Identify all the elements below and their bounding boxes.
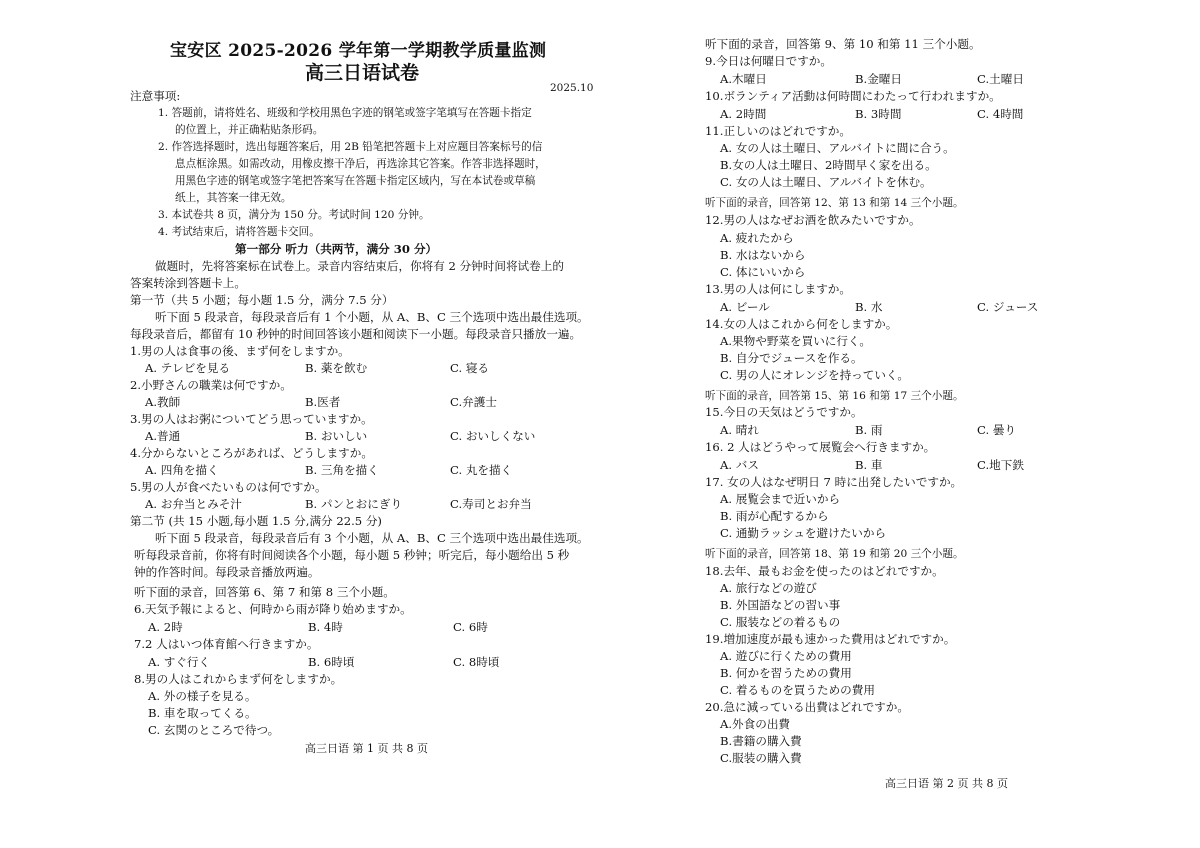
option-b: B. 水 bbox=[855, 300, 883, 314]
section2-intro: 钟的作答时间。每段录音播放两遍。 bbox=[134, 565, 320, 579]
question-14: 14.女の人はこれから何をしますか。 bbox=[705, 317, 898, 331]
question-12: 12.男の人はなぜお酒を飲みたいですか。 bbox=[705, 213, 921, 227]
question-5: 5.男の人が食べたいものは何ですか。 bbox=[130, 480, 327, 494]
section2-heading: 第二节 (共 15 小题,每小题 1.5 分,满分 22.5 分) bbox=[130, 514, 382, 528]
option-b: B. 三角を描く bbox=[305, 463, 379, 477]
option-a: A.教師 bbox=[145, 395, 181, 409]
option-a: A. 疲れたから bbox=[720, 231, 794, 245]
option-a: A. ビール bbox=[720, 300, 770, 314]
question-2: 2.小野さんの職業は何ですか。 bbox=[130, 378, 292, 392]
question-20: 20.急に減っている出費はどれですか。 bbox=[705, 700, 909, 714]
notice-heading: 注意事项: bbox=[130, 89, 181, 103]
question-13: 13.男の人は何にしますか。 bbox=[705, 282, 851, 296]
option-a: A.外食の出費 bbox=[720, 717, 791, 731]
page-footer: 高三日语 第 1 页 共 8 页 bbox=[305, 742, 428, 755]
question-17: 17. 女の人はなぜ明日 7 時に出発したいですか。 bbox=[705, 475, 963, 489]
option-c: C.寿司とお弁当 bbox=[450, 497, 532, 511]
option-a: A. テレビを見る bbox=[145, 361, 231, 375]
option-b: B. 6時頃 bbox=[308, 655, 355, 669]
option-b: B. 4時 bbox=[308, 620, 343, 634]
listening-group-1: 听下面的录音，回答第 6、第 7 和第 8 三个小题。 bbox=[134, 585, 395, 599]
question-8: 8.男の人はこれからまず何をしますか。 bbox=[134, 672, 343, 686]
option-c: C. 男の人にオレンジを持っていく。 bbox=[720, 368, 909, 382]
section1-intro: 每段录音后，都留有 10 秒钟的时间回答该小题和阅读下一小题。每段录音只播放一遍。 bbox=[130, 327, 582, 341]
question-16: 16. 2 人はどうやって展覧会へ行きますか。 bbox=[705, 440, 936, 454]
notice-line: 2. 作答选择题时，选出每题答案后，用 2B 铅笔把答题卡上对应题目答案标号的信 bbox=[158, 141, 543, 153]
option-a: A. 旅行などの遊び bbox=[720, 581, 817, 595]
listening-group-4: 听下面的录音，回答第 15、第 16 和第 17 三个小题。 bbox=[705, 390, 964, 402]
option-a: A. 2時 bbox=[148, 620, 183, 634]
exam-title: 宝安区 2025-2026 学年第一学期教学质量监测 bbox=[170, 41, 547, 61]
option-b: B. 3時間 bbox=[855, 107, 902, 121]
part1-heading: 第一部分 听力（共两节，满分 30 分） bbox=[235, 242, 438, 256]
option-b: B.金曜日 bbox=[855, 72, 902, 86]
listening-group-5: 听下面的录音，回答第 18、第 19 和第 20 三个小题。 bbox=[705, 548, 964, 560]
option-b: B.書籍の購入費 bbox=[720, 734, 802, 748]
question-3: 3.男の人はお粥についてどう思っていますか。 bbox=[130, 412, 373, 426]
question-19: 19.増加速度が最も速かった費用はどれですか。 bbox=[705, 632, 956, 646]
part1-intro: 答案转涂到答题卡上。 bbox=[130, 276, 246, 290]
option-b: B.女の人は土曜日、2時間早く家を出る。 bbox=[720, 158, 937, 172]
option-a: A. 女の人は土曜日、アルバイトに間に合う。 bbox=[720, 141, 955, 155]
option-b: B. おいしい bbox=[305, 429, 368, 443]
listening-group-3: 听下面的录音，回答第 12、第 13 和第 14 三个小题。 bbox=[705, 197, 964, 209]
option-c: C. 着るものを買うための費用 bbox=[720, 683, 875, 697]
option-b: B. 水はないから bbox=[720, 248, 806, 262]
option-a: A. 晴れ bbox=[720, 423, 759, 437]
section2-intro: 听下面 5 段录音，每段录音后有 3 个小题，从 A、B、C 三个选项中选出最佳选项。 bbox=[155, 531, 589, 545]
notice-line: 息点框涂黑。如需改动，用橡皮擦干净后，再选涂其它答案。作答非选择题时， bbox=[175, 158, 546, 170]
question-7: 7.2 人はいつ体育館へ行きますか。 bbox=[134, 637, 319, 651]
option-c: C.弁護士 bbox=[450, 395, 497, 409]
option-c: C. 服装などの着るもの bbox=[720, 615, 841, 629]
option-b: B. パンとおにぎり bbox=[305, 497, 403, 511]
section1-intro: 听下面 5 段录音，每段录音后有 1 个小题，从 A、B、C 三个选项中选出最佳选项。 bbox=[155, 310, 589, 324]
option-a: A. 四角を描く bbox=[145, 463, 219, 477]
notice-line: 4. 考试结束后，请将答题卡交回。 bbox=[158, 226, 320, 238]
question-15: 15.今日の天気はどうですか。 bbox=[705, 405, 863, 419]
option-b: B. 自分でジュースを作る。 bbox=[720, 351, 863, 365]
option-c: C.土曜日 bbox=[977, 72, 1024, 86]
exam-date: 2025.10 bbox=[550, 82, 594, 94]
question-6: 6.天気予報によると、何時から雨が降り始めますか。 bbox=[134, 602, 412, 616]
option-c: C. 女の人は土曜日、アルバイトを休む。 bbox=[720, 175, 932, 189]
option-c: C. 通勤ラッシュを避けたいから bbox=[720, 526, 887, 540]
option-a: A. お弁当とみそ汁 bbox=[145, 497, 242, 511]
notice-line: 1. 答题前，请将姓名、班级和学校用黑色字迹的钢笔或签字笔填写在答题卡指定 bbox=[158, 107, 532, 119]
option-c: C. 4時間 bbox=[977, 107, 1024, 121]
option-c: C. 丸を描く bbox=[450, 463, 513, 477]
option-c: C. 体にいいから bbox=[720, 265, 806, 279]
section1-heading: 第一节（共 5 小题；每小题 1.5 分，满分 7.5 分） bbox=[130, 293, 394, 307]
notice-line: 用黑色字迹的钢笔或签字笔把答案写在答题卡指定区域内，写在本试卷或草稿 bbox=[175, 175, 536, 187]
option-a: A. 遊びに行くための費用 bbox=[720, 649, 852, 663]
option-a: A. 2時間 bbox=[720, 107, 767, 121]
option-c: C. 寝る bbox=[450, 361, 490, 375]
option-c: C. 玄関のところで待つ。 bbox=[148, 723, 280, 737]
notice-line: 3. 本试卷共 8 页，满分为 150 分。考试时间 120 分钟。 bbox=[158, 209, 430, 221]
option-a: A.普通 bbox=[145, 429, 181, 443]
option-c: C.服装の購入費 bbox=[720, 751, 802, 765]
option-b: B. 車を取ってくる。 bbox=[148, 706, 257, 720]
question-4: 4.分からないところがあれば、どうしますか。 bbox=[130, 446, 373, 460]
option-c: C. ジュース bbox=[977, 300, 1039, 314]
option-b: B. 外国語などの習い事 bbox=[720, 598, 841, 612]
option-b: B. 車 bbox=[855, 458, 883, 472]
option-a: A. 外の様子を見る。 bbox=[148, 689, 257, 703]
listening-group-2: 听下面的录音，回答第 9、第 10 和第 11 三个小题。 bbox=[705, 37, 981, 51]
exam-subtitle: 高三日语试卷 bbox=[305, 62, 420, 84]
option-b: B. 薬を飲む bbox=[305, 361, 368, 375]
option-a: A.果物や野菜を買いに行く。 bbox=[720, 334, 871, 348]
option-b: B. 雨 bbox=[855, 423, 883, 437]
option-c: C. 曇り bbox=[977, 423, 1017, 437]
section2-intro: 听每段录音前，你将有时间阅读各个小题，每小题 5 秒钟；听完后，每小题给出 5 秒 bbox=[134, 548, 570, 562]
option-a: A.木曜日 bbox=[720, 72, 767, 86]
option-b: B.医者 bbox=[305, 395, 341, 409]
option-c: C. おいしくない bbox=[450, 429, 536, 443]
page-footer: 高三日语 第 2 页 共 8 页 bbox=[885, 777, 1008, 790]
question-18: 18.去年、最もお金を使ったのはどれですか。 bbox=[705, 564, 944, 578]
option-c: C. 8時頃 bbox=[453, 655, 500, 669]
notice-line: 的位置上，并正确粘贴条形码。 bbox=[175, 124, 324, 136]
option-c: C. 6時 bbox=[453, 620, 488, 634]
option-b: B. 何かを習うための費用 bbox=[720, 666, 852, 680]
notice-line: 纸上，其答案一律无效。 bbox=[175, 192, 292, 204]
question-10: 10.ボランティア活動は何時間にわたって行われますか。 bbox=[705, 89, 1001, 103]
question-11: 11.正しいのはどれですか。 bbox=[705, 124, 851, 138]
option-a: A. すぐ行く bbox=[148, 655, 211, 669]
question-9: 9.今日は何曜日ですか。 bbox=[705, 54, 832, 68]
option-a: A. 展覧会まで近いから bbox=[720, 492, 841, 506]
question-1: 1.男の人は食事の後、まず何をしますか。 bbox=[130, 344, 350, 358]
option-c: C.地下鉄 bbox=[977, 458, 1024, 472]
option-b: B. 雨が心配するから bbox=[720, 509, 829, 523]
option-a: A. バス bbox=[720, 458, 759, 472]
part1-intro: 做题时，先将答案标在试卷上。录音内容结束后，你将有 2 分钟时间将试卷上的 bbox=[155, 259, 564, 273]
